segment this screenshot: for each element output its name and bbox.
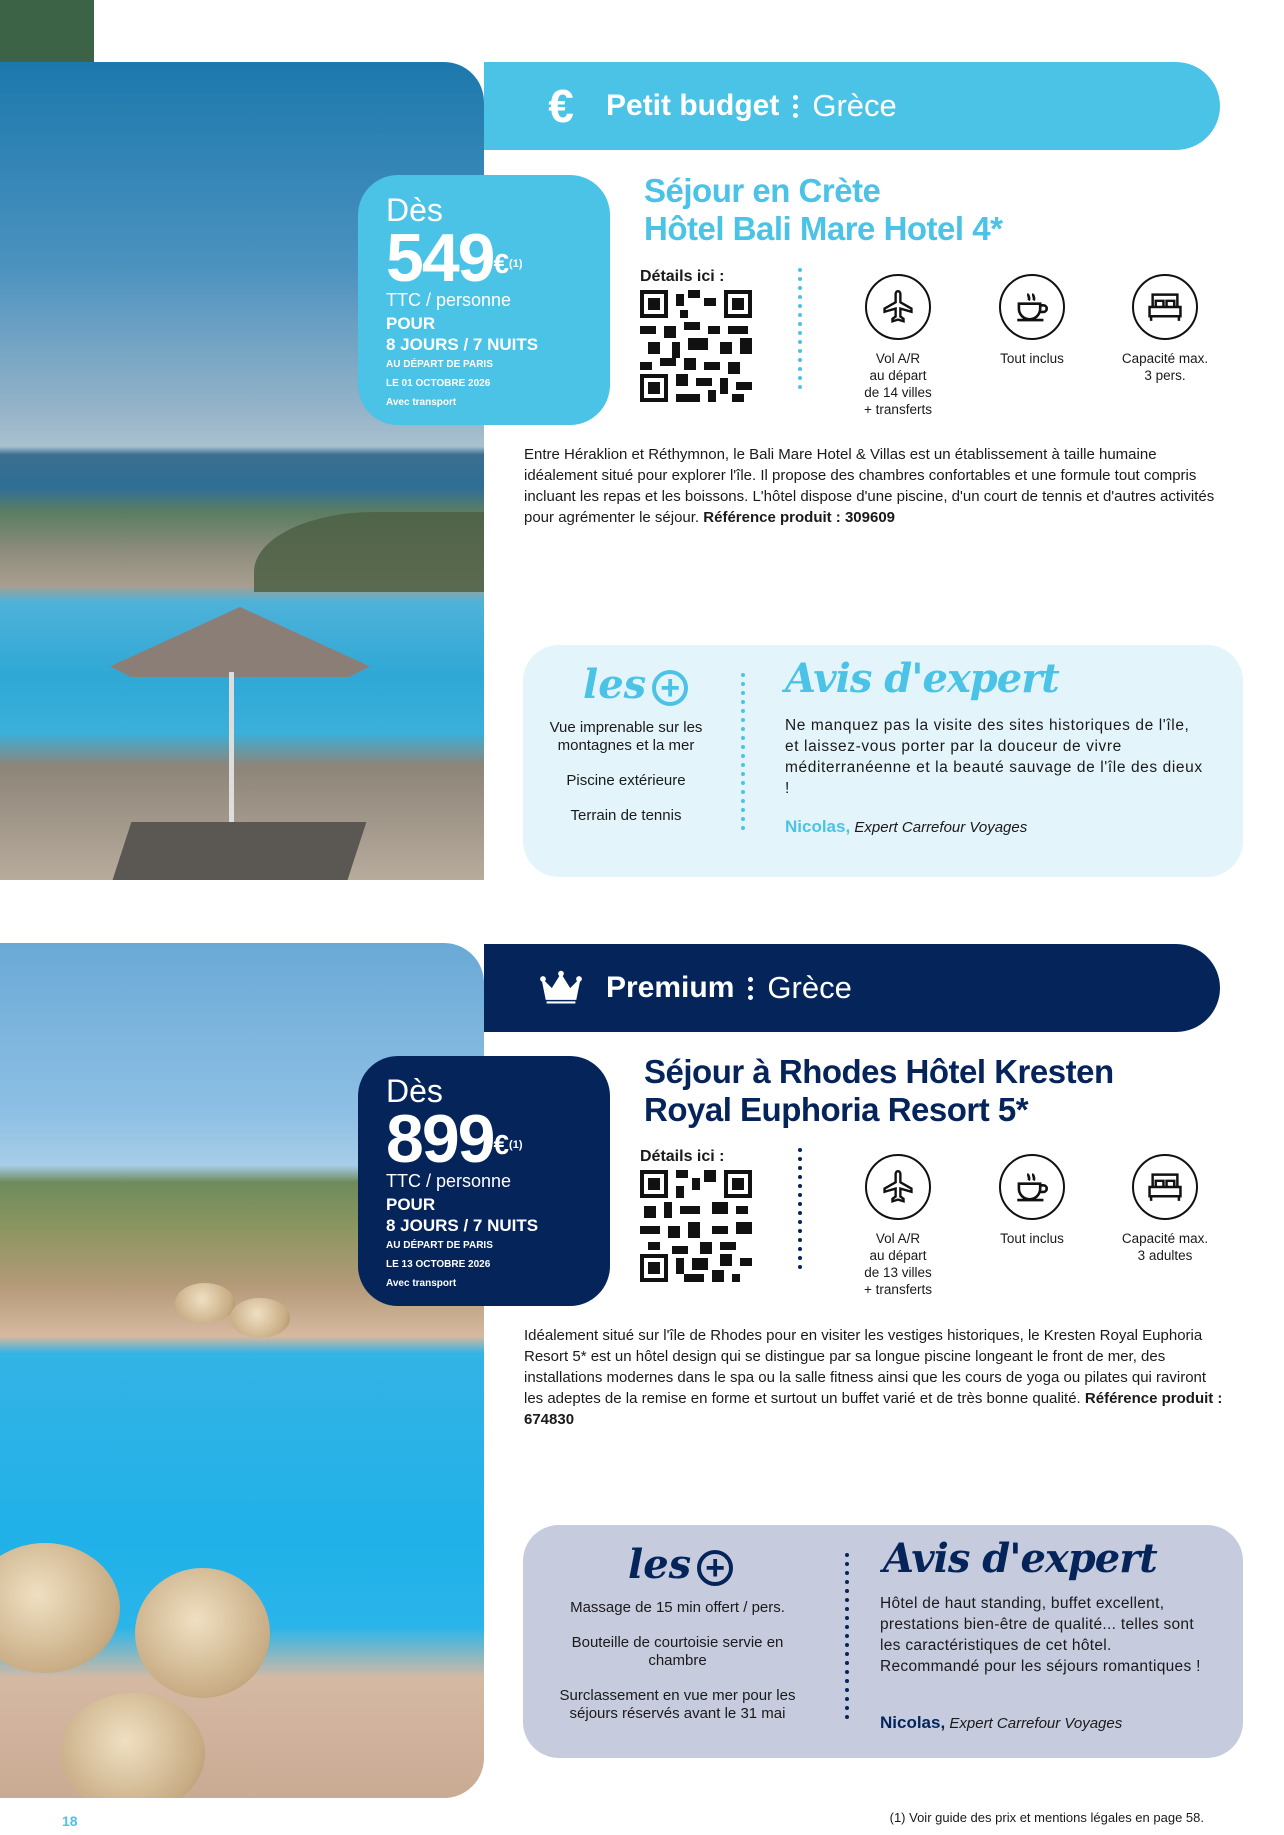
feature-capacity: Capacité max. 3 pers. xyxy=(1100,274,1230,384)
offer-destination: Grèce xyxy=(812,88,897,123)
highlight-item: Piscine extérieure xyxy=(566,772,686,789)
expert-opinion-text: Hôtel de haut standing, buffet excellent, prestations bien-être de qualité... telles sont les caractéristiques de cet hôtel. Recommandé pour les séjours romantiques ! xyxy=(880,1595,1201,1675)
coffee-cup-icon xyxy=(999,274,1065,340)
highlights-list xyxy=(545,1599,810,1740)
expert-opinion-title: Avis d'expert xyxy=(785,655,1059,702)
highlights-box xyxy=(523,1525,1243,1758)
plus-circle-icon: + xyxy=(697,1550,733,1586)
dotted-separator xyxy=(793,95,798,118)
highlight-item: Terrain de tennis xyxy=(570,807,682,824)
feature-capacity: Capacité max. 3 adultes xyxy=(1100,1154,1230,1264)
price-date: LE 01 OCTOBRE 2026 xyxy=(386,378,491,389)
plus-circle-icon: + xyxy=(652,670,688,706)
price-badge xyxy=(358,1056,610,1306)
highlight-item: Surclassement en vue mer pour les séjours réservés avant le 31 mai xyxy=(559,1687,796,1722)
legal-footnote: (1) Voir guide des prix et mentions légales en page 58. xyxy=(889,1810,1204,1825)
price-prefix: Dès xyxy=(386,1073,443,1109)
expert-signature: Nicolas, Expert Carrefour Voyages xyxy=(785,817,1028,836)
offer-description: Entre Héraklion et Réthymnon, le Bali Mare Hotel & Villas est un établissement à taille humaine idéalement situé pour explorer l'île. Il propose des chambres confortables et une formule tout compris incluant les repas et les boissons. L'hôtel dispose d'une piscine, d'un court de tennis et d'autres activités pour agrémenter le séjour. Référence produit : 309609 xyxy=(524,446,1215,526)
price-duration: 8 JOURS / 7 NUITS xyxy=(386,335,539,354)
dotted-separator xyxy=(798,1148,802,1284)
price-duration: 8 JOURS / 7 NUITS xyxy=(386,1216,539,1235)
offer-category: Premium xyxy=(606,971,735,1004)
offer-header-premium xyxy=(484,944,1220,1032)
dotted-separator xyxy=(845,1553,849,1743)
price-unit: TTC / personne xyxy=(386,1171,512,1191)
les-plus-title: les + xyxy=(628,1541,733,1588)
highlight-item: Vue imprenable sur les montagnes et la mer xyxy=(549,719,703,754)
expert-opinion-title: Avis d'expert xyxy=(883,1535,1157,1582)
airplane-icon xyxy=(865,274,931,340)
price-pour: POUR xyxy=(386,1195,436,1214)
price-transport: Avec transport xyxy=(386,1278,457,1289)
euro-icon: € xyxy=(548,80,574,132)
feature-all-inclusive: Tout inclus xyxy=(967,1154,1097,1247)
feature-all-inclusive: Tout inclus xyxy=(967,274,1097,367)
details-label: Détails ici : xyxy=(640,1148,725,1165)
price-badge xyxy=(358,175,610,425)
price-amount: $549^{€^{(1)}}$ xyxy=(386,220,523,296)
offer-destination: Grèce xyxy=(767,970,852,1005)
qr-code[interactable] xyxy=(640,1170,752,1282)
price-departure: AU DÉPART DE PARIS xyxy=(386,359,493,370)
coffee-cup-icon xyxy=(999,1154,1065,1220)
offer-header-petit-budget xyxy=(484,62,1220,150)
highlights-box xyxy=(523,645,1243,877)
les-plus-title: les + xyxy=(583,661,688,708)
details-label: Détails ici : xyxy=(640,268,725,285)
feature-flight: Vol A/R au départ de 13 villes + transferts xyxy=(833,1154,963,1298)
price-date: LE 13 OCTOBRE 2026 xyxy=(386,1259,491,1270)
dotted-separator xyxy=(798,268,802,404)
bed-icon xyxy=(1132,1154,1198,1220)
price-pour: POUR xyxy=(386,314,436,333)
feature-flight: Vol A/R au départ de 14 villes + transferts xyxy=(833,274,963,418)
highlight-item: Bouteille de courtoisie servie en chambre xyxy=(571,1634,784,1669)
crown-icon xyxy=(538,965,584,1011)
price-prefix: Dès xyxy=(386,192,443,228)
offer-title: Séjour en Crète Hôtel Bali Mare Hotel 4* xyxy=(644,172,1003,247)
dotted-separator xyxy=(741,673,745,853)
product-reference: Référence produit : 674830 xyxy=(524,1390,1223,1428)
offer-category: Petit budget xyxy=(606,89,780,122)
price-transport: Avec transport xyxy=(386,397,457,408)
price-departure: AU DÉPART DE PARIS xyxy=(386,1240,493,1251)
page-number: 18 xyxy=(62,1813,78,1829)
offer-description: Idéalement situé sur l'île de Rhodes pour en visiter les vestiges historiques, le Kresten Royal Euphoria Resort 5* est un hôtel design qui se distingue par sa longue piscine longeant le front de mer, des installations modernes dans le spa ou la salle fitness ainsi que les cours de yoga ou pilates qui raviront les adeptes de la remise en forme et surtout un buffet varié et de très bonne qualité. Référence produit : 674830 xyxy=(524,1327,1223,1428)
offer-title: Séjour à Rhodes Hôtel Kresten Royal Euphoria Resort 5* xyxy=(644,1053,1114,1128)
qr-code[interactable] xyxy=(640,290,752,402)
expert-signature: Nicolas, Expert Carrefour Voyages xyxy=(880,1713,1123,1732)
price-unit: TTC / personne xyxy=(386,290,512,310)
expert-opinion-text: Ne manquez pas la visite des sites historiques de l'île, et laissez-vous porter par la douceur de vivre méditerranéenne et la beauté sauvage de l'île des dieux ! xyxy=(785,717,1203,797)
airplane-icon xyxy=(865,1154,931,1220)
highlight-item: Massage de 15 min offert / pers. xyxy=(570,1599,785,1616)
price-amount: $899^{€^{(1)}}$ xyxy=(386,1101,523,1177)
product-reference: Référence produit : 309609 xyxy=(703,509,896,526)
highlights-list xyxy=(541,719,711,842)
bed-icon xyxy=(1132,274,1198,340)
dotted-separator xyxy=(748,977,753,1000)
